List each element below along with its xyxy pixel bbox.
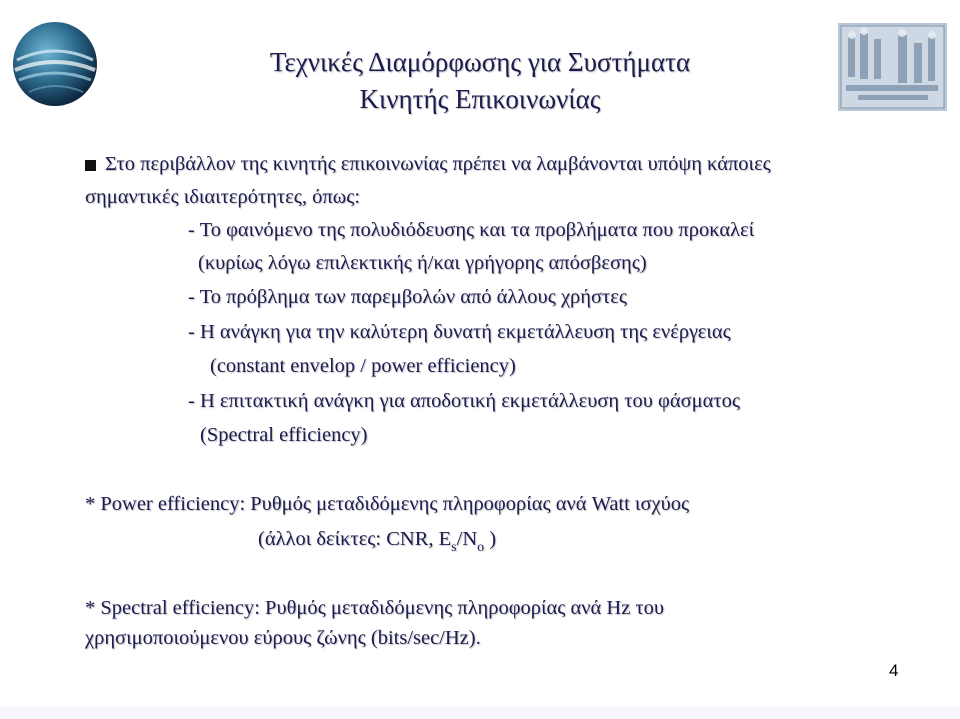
spectral-efficiency-note-line-2: χρησιμοποιούμενου εύρους ζώνης (bits/sec/Hz). xyxy=(85,627,481,649)
slide-title xyxy=(210,44,750,118)
subscript-s: s xyxy=(451,540,457,555)
list-item-multipath-detail: (κυρίως λόγω επιλεκτικής ή/και γρήγορης απόσβεσης) xyxy=(198,252,647,274)
page-number: 4 xyxy=(889,661,899,680)
stone-relief-image xyxy=(838,23,947,111)
indicators-mid: /N xyxy=(456,528,478,550)
power-efficiency-note: * Power efficiency: Ρυθμός μεταδιδόμενης πληροφορίας ανά Watt ισχύος xyxy=(85,493,690,515)
indicators-suffix: ) xyxy=(484,528,497,550)
subscript-o: o xyxy=(477,540,485,555)
logo-globe-icon xyxy=(11,20,99,108)
list-item-spectrum-detail: (Spectral efficiency) xyxy=(200,424,368,446)
bullet-text-line-1: Στο περιβάλλον της κινητής επικοινωνίας πρέπει να λαμβάνονται υπόψη κάποιες xyxy=(105,153,771,175)
list-item-spectrum: - Η επιτακτική ανάγκη για αποδοτική εκμετάλλευση του φάσματος xyxy=(188,390,740,412)
other-indicators-note xyxy=(258,528,496,556)
indicators-prefix: (άλλοι δείκτες: CNR, E xyxy=(258,528,452,550)
list-item-energy-detail: (constant envelop / power efficiency) xyxy=(210,355,516,377)
spectral-efficiency-note-line-1: * Spectral efficiency: Ρυθμός μεταδιδόμενης πληροφορίας ανά Hz του xyxy=(85,597,665,619)
list-item-interference: - Το πρόβλημα των παρεμβολών από άλλους χρήστες xyxy=(188,286,628,308)
list-item-multipath: - Το φαινόμενο της πολυδιόδευσης και τα προβλήματα που προκαλεί xyxy=(188,219,755,241)
title-line-1: Τεχνικές Διαμόρφωσης για Συστήματα xyxy=(269,47,691,77)
square-bullet-icon xyxy=(85,160,96,171)
title-line-2: Κινητής Επικοινωνίας xyxy=(359,84,601,114)
bottom-border xyxy=(0,707,960,719)
bullet-text-line-2: σημαντικές ιδιαιτερότητες, όπως: xyxy=(85,186,361,208)
list-item-energy: - Η ανάγκη για την καλύτερη δυνατή εκμετάλλευση της ενέργειας xyxy=(188,321,731,343)
